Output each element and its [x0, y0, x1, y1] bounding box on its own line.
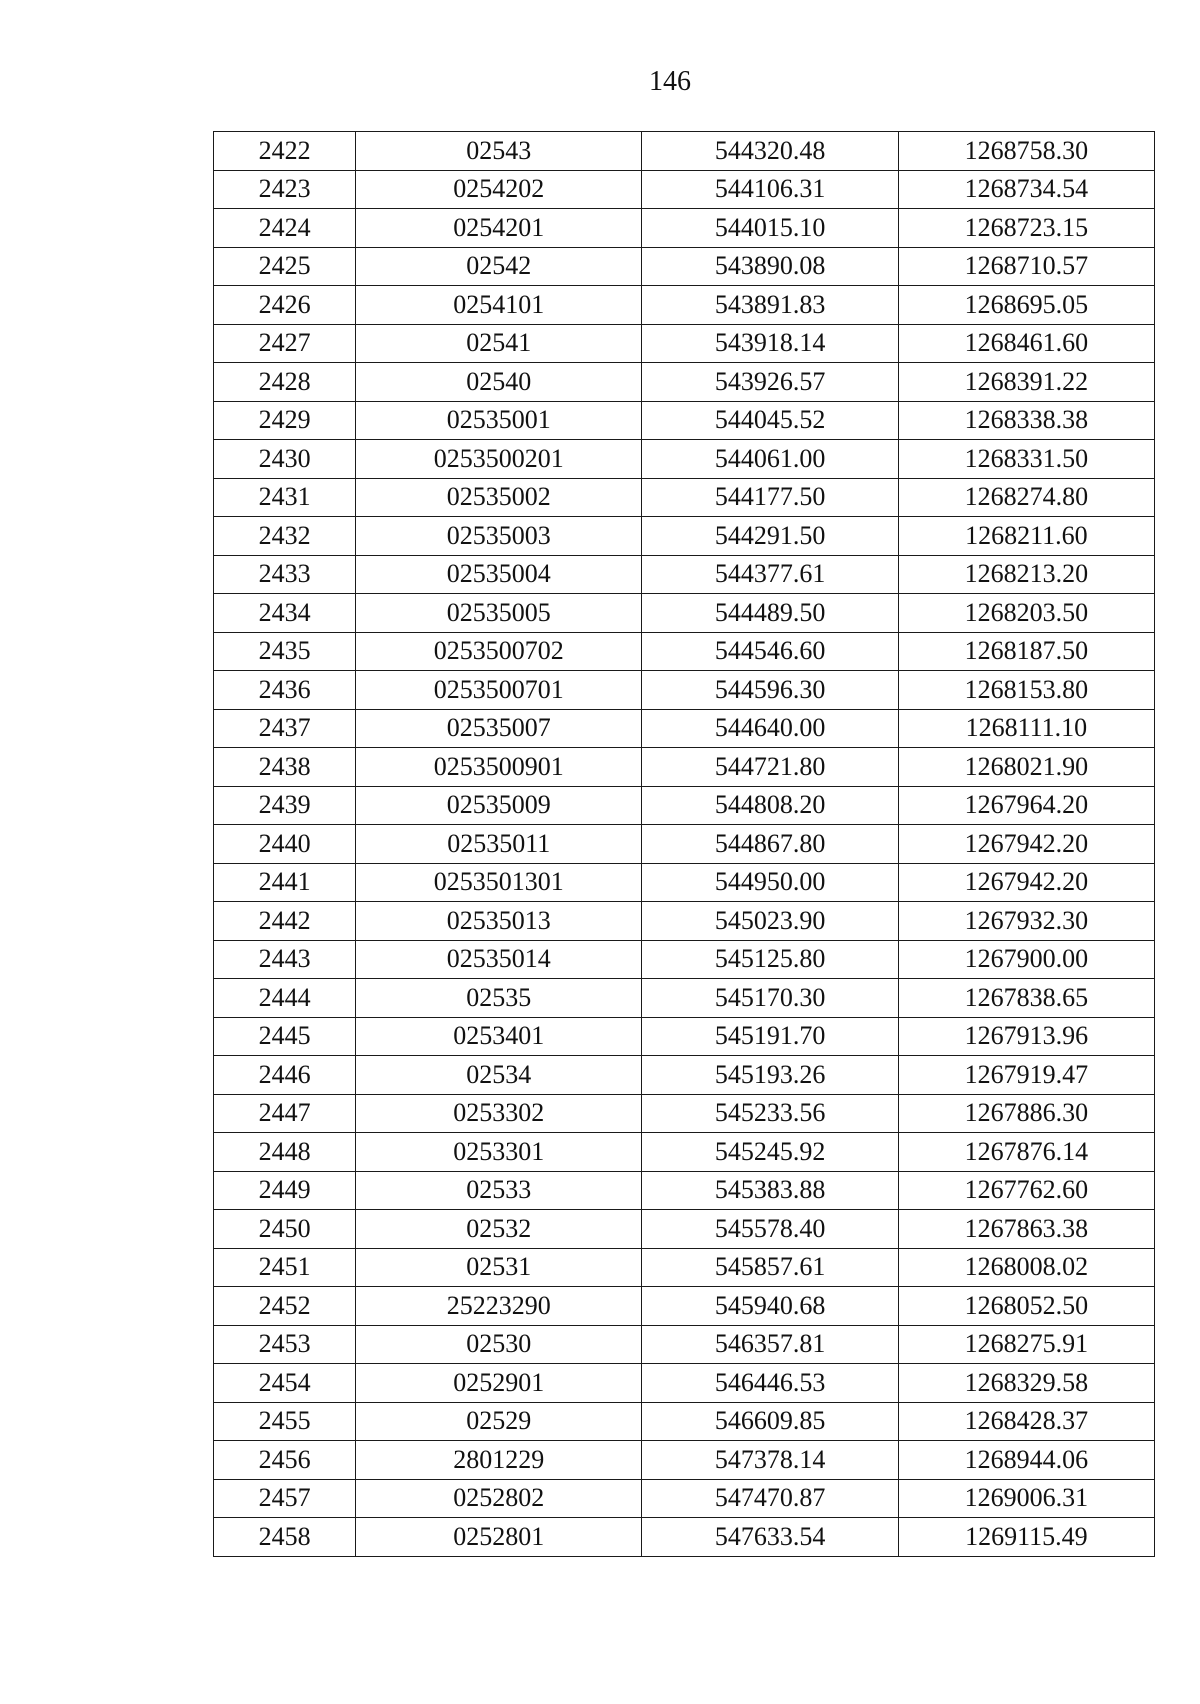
- x-coordinate-cell: 544867.80: [642, 825, 898, 864]
- coordinates-table: [213, 131, 1155, 1557]
- x-coordinate-cell: 544596.30: [642, 671, 898, 710]
- x-coordinate-cell: 544489.50: [642, 594, 898, 633]
- y-coordinate-cell: 1268008.02: [898, 1248, 1154, 1287]
- table-row: [214, 1017, 1155, 1056]
- y-coordinate-cell: 1268734.54: [898, 170, 1154, 209]
- point-number-cell: 2445: [214, 1017, 356, 1056]
- point-number-cell: 2454: [214, 1364, 356, 1403]
- x-coordinate-cell: 545940.68: [642, 1287, 898, 1326]
- x-coordinate-cell: 544546.60: [642, 632, 898, 671]
- point-id-cell: 02535013: [356, 902, 642, 941]
- x-coordinate-cell: 546609.85: [642, 1402, 898, 1441]
- point-number-cell: 2432: [214, 517, 356, 556]
- table-row: [214, 209, 1155, 248]
- table-row: [214, 132, 1155, 171]
- x-coordinate-cell: 543918.14: [642, 324, 898, 363]
- x-coordinate-cell: 546357.81: [642, 1325, 898, 1364]
- point-number-cell: 2436: [214, 671, 356, 710]
- y-coordinate-cell: 1268723.15: [898, 209, 1154, 248]
- point-number-cell: 2435: [214, 632, 356, 671]
- point-number-cell: 2422: [214, 132, 356, 171]
- point-number-cell: 2448: [214, 1133, 356, 1172]
- point-id-cell: 0254101: [356, 286, 642, 325]
- point-id-cell: 02535007: [356, 709, 642, 748]
- x-coordinate-cell: 546446.53: [642, 1364, 898, 1403]
- point-id-cell: 02540: [356, 363, 642, 402]
- x-coordinate-cell: 544045.52: [642, 401, 898, 440]
- table-row: [214, 748, 1155, 787]
- point-number-cell: 2424: [214, 209, 356, 248]
- point-id-cell: 02535014: [356, 940, 642, 979]
- y-coordinate-cell: 1268111.10: [898, 709, 1154, 748]
- table-row: [214, 363, 1155, 402]
- point-id-cell: 0252901: [356, 1364, 642, 1403]
- x-coordinate-cell: 544377.61: [642, 555, 898, 594]
- table-row: [214, 1287, 1155, 1326]
- y-coordinate-cell: 1268187.50: [898, 632, 1154, 671]
- y-coordinate-cell: 1268695.05: [898, 286, 1154, 325]
- y-coordinate-cell: 1268211.60: [898, 517, 1154, 556]
- point-id-cell: 0253302: [356, 1094, 642, 1133]
- x-coordinate-cell: 547633.54: [642, 1518, 898, 1557]
- point-number-cell: 2443: [214, 940, 356, 979]
- point-id-cell: 02531: [356, 1248, 642, 1287]
- table-row: [214, 1364, 1155, 1403]
- point-number-cell: 2442: [214, 902, 356, 941]
- table-row: [214, 1441, 1155, 1480]
- y-coordinate-cell: 1268428.37: [898, 1402, 1154, 1441]
- y-coordinate-cell: 1267913.96: [898, 1017, 1154, 1056]
- point-id-cell: 2801229: [356, 1441, 642, 1480]
- table-row: [214, 1056, 1155, 1095]
- y-coordinate-cell: 1267900.00: [898, 940, 1154, 979]
- y-coordinate-cell: 1268052.50: [898, 1287, 1154, 1326]
- x-coordinate-cell: 544061.00: [642, 440, 898, 479]
- table-row: [214, 555, 1155, 594]
- x-coordinate-cell: 547470.87: [642, 1479, 898, 1518]
- x-coordinate-cell: 545170.30: [642, 979, 898, 1018]
- table-row: [214, 1518, 1155, 1557]
- table-row: [214, 1094, 1155, 1133]
- y-coordinate-cell: 1267964.20: [898, 786, 1154, 825]
- point-number-cell: 2423: [214, 170, 356, 209]
- point-id-cell: 0253500201: [356, 440, 642, 479]
- table-row: [214, 170, 1155, 209]
- point-id-cell: 02535004: [356, 555, 642, 594]
- y-coordinate-cell: 1267919.47: [898, 1056, 1154, 1095]
- y-coordinate-cell: 1268213.20: [898, 555, 1154, 594]
- x-coordinate-cell: 543926.57: [642, 363, 898, 402]
- y-coordinate-cell: 1268338.38: [898, 401, 1154, 440]
- y-coordinate-cell: 1268758.30: [898, 132, 1154, 171]
- table-row: [214, 440, 1155, 479]
- x-coordinate-cell: 544640.00: [642, 709, 898, 748]
- point-id-cell: 02534: [356, 1056, 642, 1095]
- point-id-cell: 0252802: [356, 1479, 642, 1518]
- x-coordinate-cell: 545857.61: [642, 1248, 898, 1287]
- y-coordinate-cell: 1267863.38: [898, 1210, 1154, 1249]
- point-number-cell: 2433: [214, 555, 356, 594]
- point-number-cell: 2457: [214, 1479, 356, 1518]
- table-row: [214, 1479, 1155, 1518]
- table-row: [214, 1210, 1155, 1249]
- x-coordinate-cell: 545193.26: [642, 1056, 898, 1095]
- y-coordinate-cell: 1268274.80: [898, 478, 1154, 517]
- point-id-cell: 0254202: [356, 170, 642, 209]
- table-row: [214, 401, 1155, 440]
- table-row: [214, 1248, 1155, 1287]
- point-number-cell: 2430: [214, 440, 356, 479]
- point-id-cell: 0253500702: [356, 632, 642, 671]
- y-coordinate-cell: 1267942.20: [898, 863, 1154, 902]
- y-coordinate-cell: 1268391.22: [898, 363, 1154, 402]
- point-number-cell: 2441: [214, 863, 356, 902]
- point-id-cell: 02535001: [356, 401, 642, 440]
- point-id-cell: 02543: [356, 132, 642, 171]
- y-coordinate-cell: 1267932.30: [898, 902, 1154, 941]
- point-number-cell: 2449: [214, 1171, 356, 1210]
- x-coordinate-cell: 544177.50: [642, 478, 898, 517]
- table-row: [214, 825, 1155, 864]
- y-coordinate-cell: 1268331.50: [898, 440, 1154, 479]
- x-coordinate-cell: 544808.20: [642, 786, 898, 825]
- point-id-cell: 02535009: [356, 786, 642, 825]
- point-number-cell: 2425: [214, 247, 356, 286]
- x-coordinate-cell: 545125.80: [642, 940, 898, 979]
- point-id-cell: 02542: [356, 247, 642, 286]
- y-coordinate-cell: 1268153.80: [898, 671, 1154, 710]
- point-id-cell: 02532: [356, 1210, 642, 1249]
- y-coordinate-cell: 1267942.20: [898, 825, 1154, 864]
- page-number: 146: [649, 66, 691, 97]
- point-number-cell: 2446: [214, 1056, 356, 1095]
- y-coordinate-cell: 1267876.14: [898, 1133, 1154, 1172]
- y-coordinate-cell: 1267886.30: [898, 1094, 1154, 1133]
- point-id-cell: 02535011: [356, 825, 642, 864]
- x-coordinate-cell: 544721.80: [642, 748, 898, 787]
- x-coordinate-cell: 544950.00: [642, 863, 898, 902]
- table-row: [214, 478, 1155, 517]
- point-number-cell: 2455: [214, 1402, 356, 1441]
- point-number-cell: 2434: [214, 594, 356, 633]
- x-coordinate-cell: 545233.56: [642, 1094, 898, 1133]
- x-coordinate-cell: 543890.08: [642, 247, 898, 286]
- coordinates-table-body: [214, 132, 1155, 1557]
- y-coordinate-cell: 1268203.50: [898, 594, 1154, 633]
- table-row: [214, 517, 1155, 556]
- table-row: [214, 709, 1155, 748]
- point-id-cell: 25223290: [356, 1287, 642, 1326]
- point-number-cell: 2453: [214, 1325, 356, 1364]
- y-coordinate-cell: 1269006.31: [898, 1479, 1154, 1518]
- point-id-cell: 02530: [356, 1325, 642, 1364]
- point-id-cell: 02535002: [356, 478, 642, 517]
- x-coordinate-cell: 544106.31: [642, 170, 898, 209]
- table-row: [214, 863, 1155, 902]
- point-id-cell: 0253501301: [356, 863, 642, 902]
- x-coordinate-cell: 544015.10: [642, 209, 898, 248]
- point-number-cell: 2450: [214, 1210, 356, 1249]
- x-coordinate-cell: 545245.92: [642, 1133, 898, 1172]
- y-coordinate-cell: 1268944.06: [898, 1441, 1154, 1480]
- point-id-cell: 0253401: [356, 1017, 642, 1056]
- point-id-cell: 0252801: [356, 1518, 642, 1557]
- table-row: [214, 286, 1155, 325]
- x-coordinate-cell: 545191.70: [642, 1017, 898, 1056]
- table-row: [214, 1402, 1155, 1441]
- x-coordinate-cell: 544291.50: [642, 517, 898, 556]
- y-coordinate-cell: 1269115.49: [898, 1518, 1154, 1557]
- point-number-cell: 2426: [214, 286, 356, 325]
- table-row: [214, 979, 1155, 1018]
- table-row: [214, 671, 1155, 710]
- point-id-cell: 02535: [356, 979, 642, 1018]
- x-coordinate-cell: 544320.48: [642, 132, 898, 171]
- point-id-cell: 02535003: [356, 517, 642, 556]
- point-number-cell: 2458: [214, 1518, 356, 1557]
- y-coordinate-cell: 1268710.57: [898, 247, 1154, 286]
- table-row: [214, 902, 1155, 941]
- point-number-cell: 2451: [214, 1248, 356, 1287]
- point-number-cell: 2440: [214, 825, 356, 864]
- table-row: [214, 940, 1155, 979]
- point-id-cell: 02533: [356, 1171, 642, 1210]
- table-row: [214, 1133, 1155, 1172]
- x-coordinate-cell: 545578.40: [642, 1210, 898, 1249]
- point-id-cell: 02529: [356, 1402, 642, 1441]
- table-row: [214, 324, 1155, 363]
- point-id-cell: 0254201: [356, 209, 642, 248]
- y-coordinate-cell: 1268461.60: [898, 324, 1154, 363]
- x-coordinate-cell: 545023.90: [642, 902, 898, 941]
- point-number-cell: 2439: [214, 786, 356, 825]
- point-number-cell: 2456: [214, 1441, 356, 1480]
- point-number-cell: 2431: [214, 478, 356, 517]
- point-id-cell: 0253500701: [356, 671, 642, 710]
- point-number-cell: 2427: [214, 324, 356, 363]
- x-coordinate-cell: 547378.14: [642, 1441, 898, 1480]
- point-id-cell: 02541: [356, 324, 642, 363]
- table-row: [214, 786, 1155, 825]
- point-id-cell: 02535005: [356, 594, 642, 633]
- x-coordinate-cell: 543891.83: [642, 286, 898, 325]
- point-number-cell: 2452: [214, 1287, 356, 1326]
- table-row: [214, 1325, 1155, 1364]
- point-number-cell: 2429: [214, 401, 356, 440]
- table-row: [214, 594, 1155, 633]
- table-row: [214, 1171, 1155, 1210]
- y-coordinate-cell: 1268329.58: [898, 1364, 1154, 1403]
- point-id-cell: 0253500901: [356, 748, 642, 787]
- point-number-cell: 2438: [214, 748, 356, 787]
- x-coordinate-cell: 545383.88: [642, 1171, 898, 1210]
- table-row: [214, 632, 1155, 671]
- point-number-cell: 2428: [214, 363, 356, 402]
- y-coordinate-cell: 1268275.91: [898, 1325, 1154, 1364]
- y-coordinate-cell: 1267762.60: [898, 1171, 1154, 1210]
- point-number-cell: 2447: [214, 1094, 356, 1133]
- table-row: [214, 247, 1155, 286]
- point-id-cell: 0253301: [356, 1133, 642, 1172]
- point-number-cell: 2437: [214, 709, 356, 748]
- point-number-cell: 2444: [214, 979, 356, 1018]
- y-coordinate-cell: 1267838.65: [898, 979, 1154, 1018]
- y-coordinate-cell: 1268021.90: [898, 748, 1154, 787]
